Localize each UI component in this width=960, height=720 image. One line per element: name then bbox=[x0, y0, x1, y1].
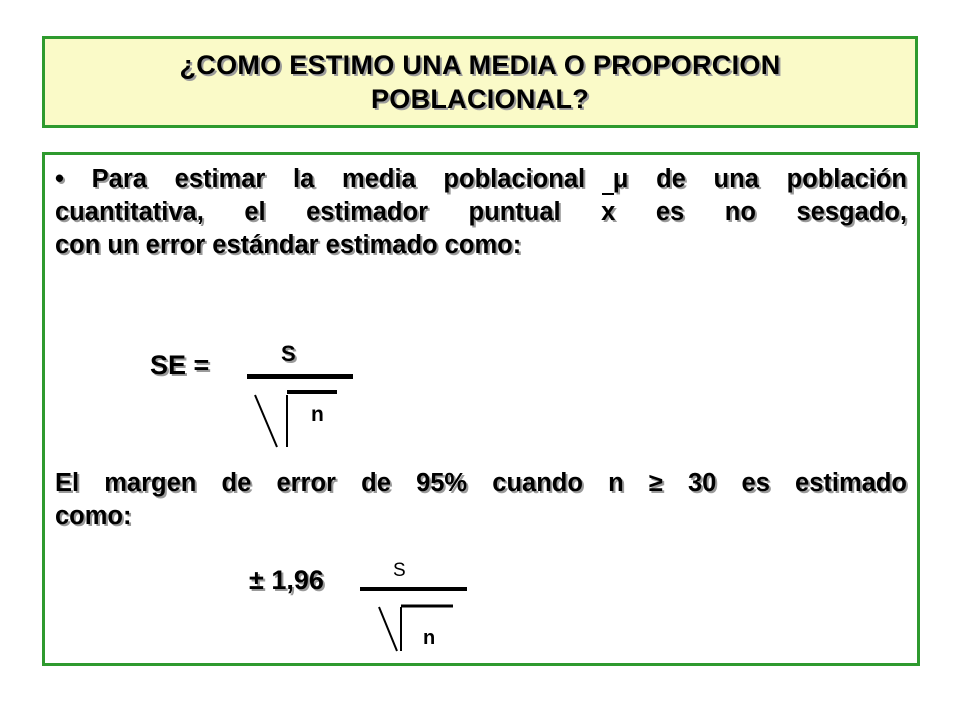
formula2-denominator: n bbox=[423, 627, 436, 649]
formula2-prefix: ± 1,96 bbox=[249, 565, 324, 595]
title-line-1: ¿COMO ESTIMO UNA MEDIA O PROPORCION bbox=[179, 50, 781, 80]
slide-title bbox=[42, 36, 918, 128]
paragraph1-line-2: cuantitativa, el estimador puntual x es no sesgado, bbox=[55, 196, 907, 229]
paragraph-margin-of-error bbox=[55, 467, 907, 533]
formula1-numerator: S bbox=[281, 341, 296, 366]
title-line-2: POBLACIONAL? bbox=[370, 84, 590, 114]
content-panel bbox=[42, 152, 920, 666]
paragraph1-line-3: con un error estándar estimado como: bbox=[55, 231, 522, 259]
formula1-sqrt-icon bbox=[251, 387, 341, 451]
formula2-numerator: S bbox=[393, 560, 406, 581]
formula2-fraction-bar bbox=[360, 587, 467, 591]
formula1-lhs: SE = bbox=[150, 350, 210, 380]
formula1-fraction-bar bbox=[247, 374, 353, 379]
paragraph1-line-1: • Para estimar la media poblacional μ de una población bbox=[55, 165, 907, 193]
x-bar-symbol: x bbox=[601, 196, 615, 229]
paragraph-standard-error bbox=[55, 163, 907, 262]
formula2-sqrt-icon bbox=[375, 603, 455, 655]
paragraph2-line-1: El margen de error de 95% cuando n ≥ 30 es estimado bbox=[55, 469, 907, 497]
formula1-denominator: n bbox=[311, 403, 324, 426]
bullet-icon: • bbox=[55, 165, 64, 193]
paragraph2-line-2: como: bbox=[55, 502, 132, 530]
